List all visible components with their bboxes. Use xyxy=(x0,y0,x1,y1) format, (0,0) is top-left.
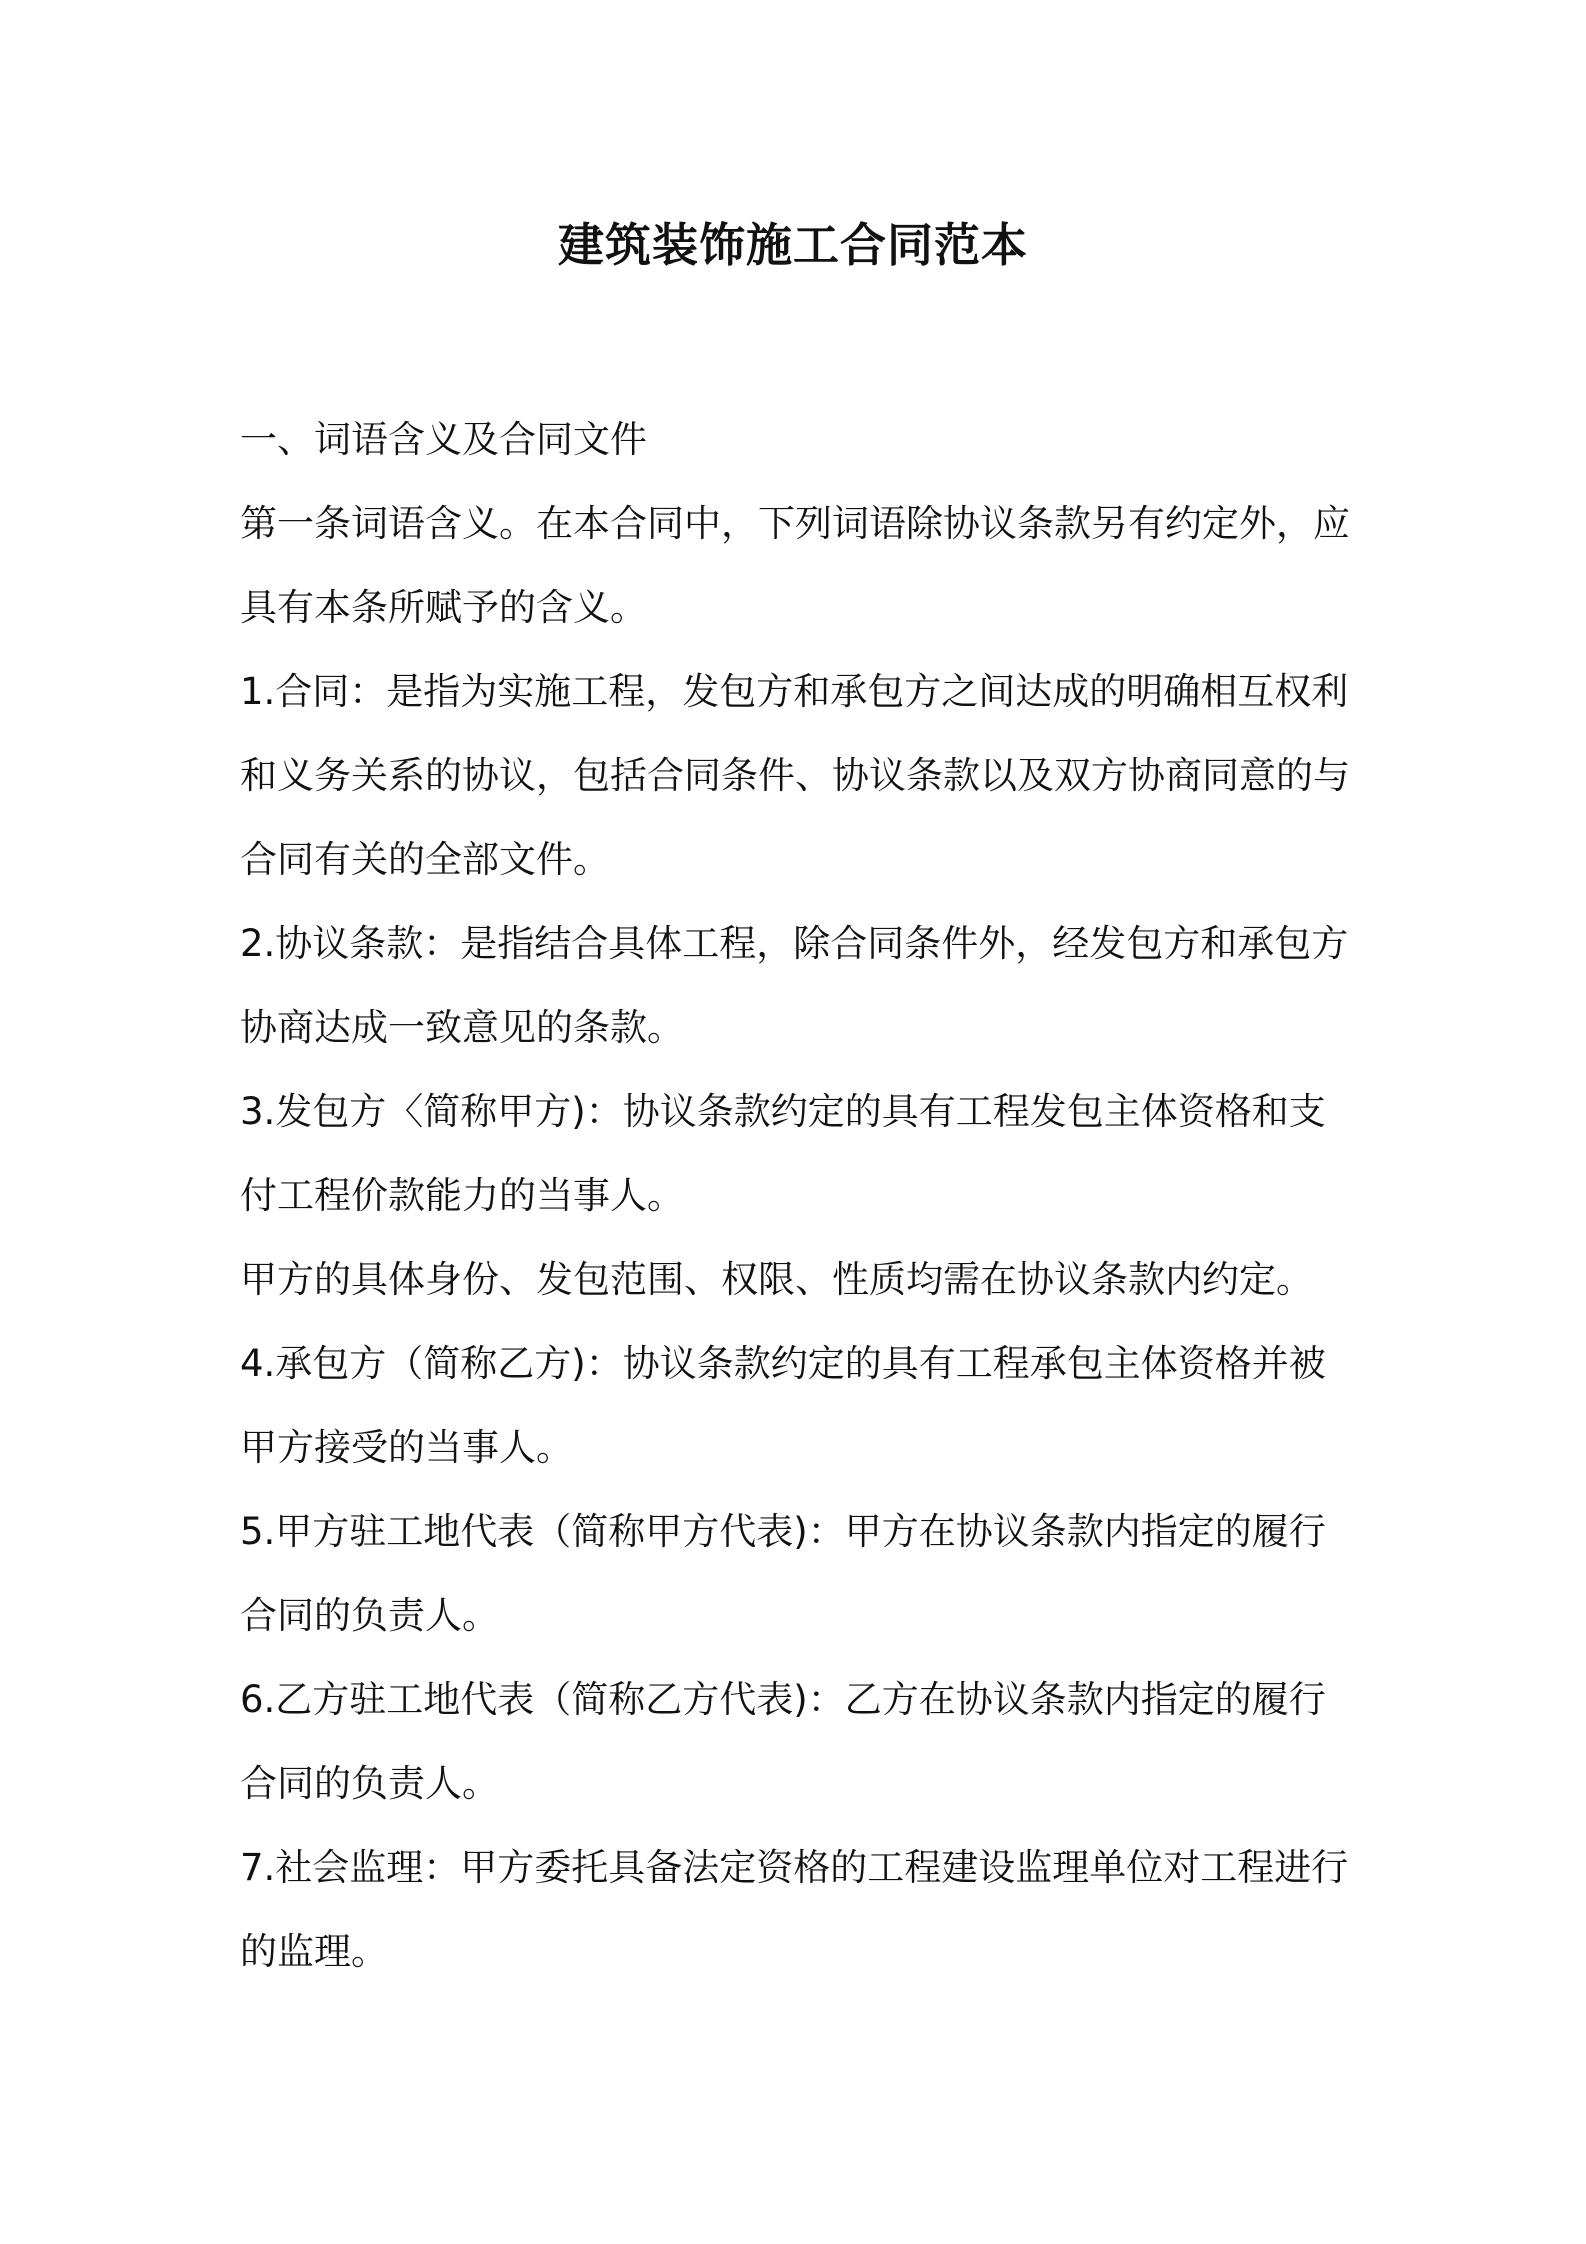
paragraph-line: 6.乙方驻工地代表（简称乙方代表)：乙方在协议条款内指定的履行 xyxy=(240,1678,1326,1721)
paragraph-line: 具有本条所赋予的含义。 xyxy=(240,586,647,629)
paragraph-line: 1.合同：是指为实施工程，发包方和承包方之间达成的明确相互权利 xyxy=(240,670,1349,713)
paragraph-line: 合同有关的全部文件。 xyxy=(240,838,610,881)
section-heading: 一、词语含义及合同文件 xyxy=(240,418,647,461)
paragraph-line: 协商达成一致意见的条款。 xyxy=(240,1006,684,1049)
paragraph-line: 4.承包方（简称乙方)：协议条款约定的具有工程承包主体资格并被 xyxy=(240,1342,1326,1385)
document-body xyxy=(240,398,1355,1994)
paragraph-line: 甲方接受的当事人。 xyxy=(240,1426,573,1469)
document-title: 建筑装饰施工合同范本 xyxy=(558,218,1028,272)
paragraph-line: 2.协议条款：是指结合具体工程，除合同条件外，经发包方和承包方 xyxy=(240,922,1349,965)
paragraph-line: 甲方的具体身份、发包范围、权限、性质均需在协议条款内约定。 xyxy=(240,1258,1313,1301)
paragraph-line: 合同的负责人。 xyxy=(240,1594,499,1637)
paragraph-line: 合同的负责人。 xyxy=(240,1762,499,1805)
paragraph-line: 和义务关系的协议，包括合同条件、协议条款以及双方协商同意的与 xyxy=(240,754,1350,797)
paragraph-line: 5.甲方驻工地代表（简称甲方代表)：甲方在协议条款内指定的履行 xyxy=(240,1510,1326,1553)
paragraph-line: 第一条词语含义。在本合同中，下列词语除协议条款另有约定外，应 xyxy=(240,502,1350,545)
paragraph-line: 付工程价款能力的当事人。 xyxy=(240,1174,684,1217)
paragraph-line: 的监理。 xyxy=(240,1930,388,1973)
paragraph-line: 3.发包方〈简称甲方)：协议条款约定的具有工程发包主体资格和支 xyxy=(240,1090,1326,1133)
paragraph-line: 7.社会监理：甲方委托具备法定资格的工程建设监理单位对工程进行 xyxy=(240,1846,1349,1889)
